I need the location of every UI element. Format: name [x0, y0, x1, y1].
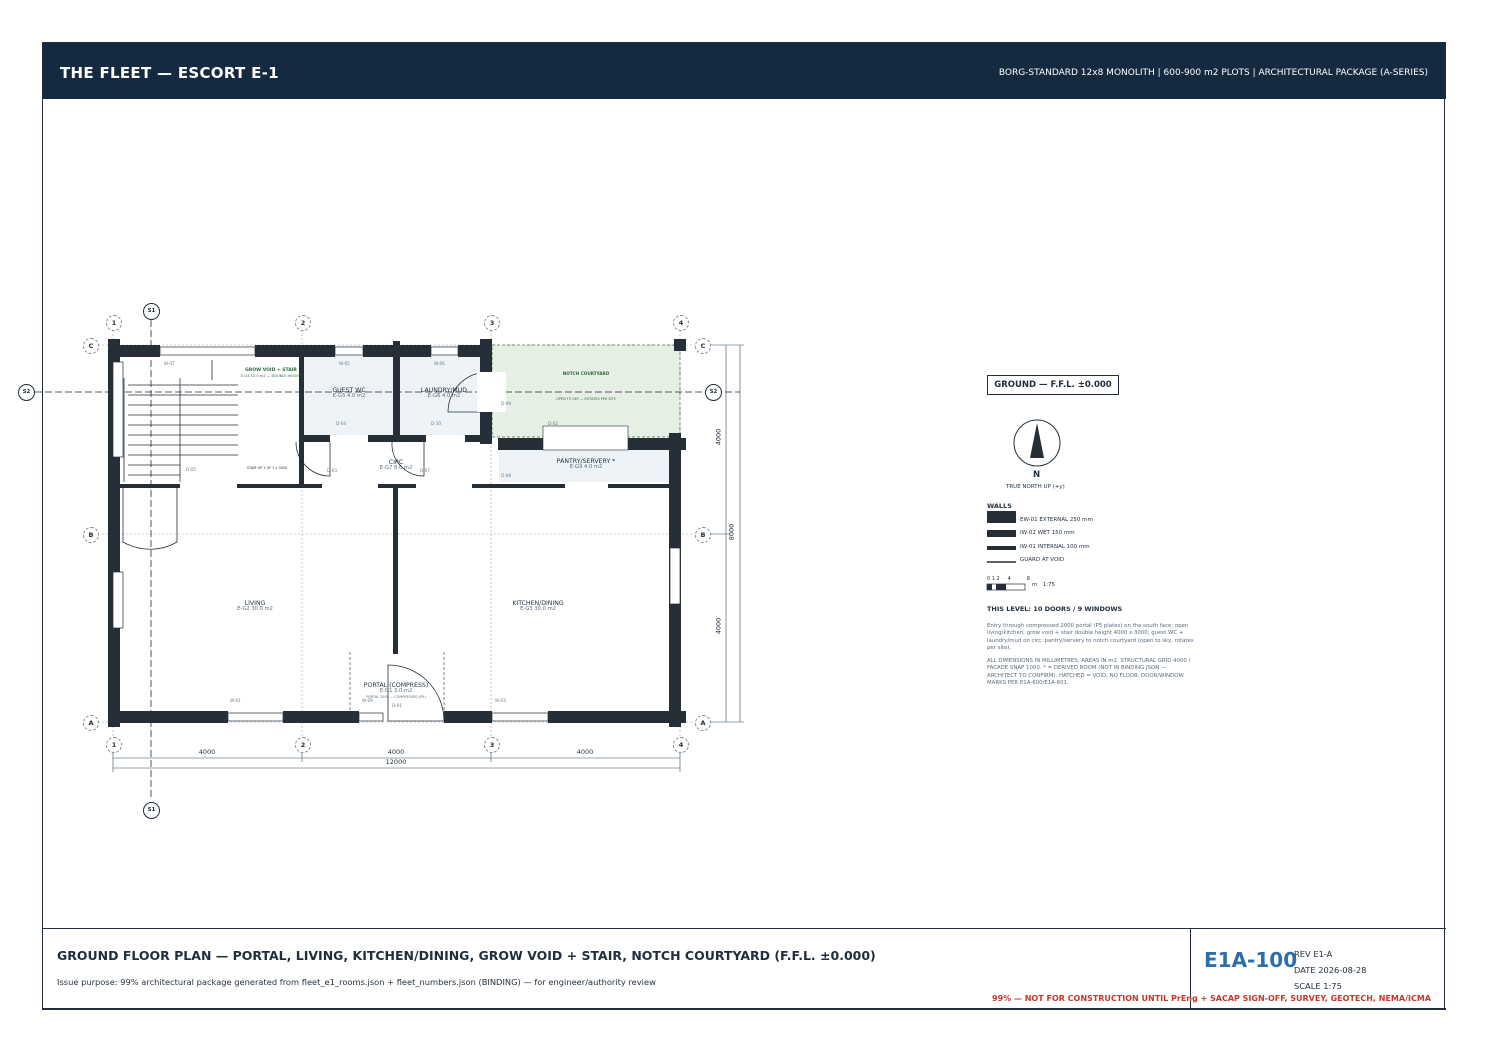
grid-bubble-1-top: 1 [106, 315, 122, 331]
dim-bay-2: 4000 [387, 748, 405, 756]
walls-heading: WALLS [987, 502, 1012, 510]
mark-w05: W-05 [339, 361, 350, 366]
room-label-grow-void: GROW VOID + STAIR [245, 368, 297, 373]
scale-bar-unit: m 1:75 [1032, 582, 1055, 588]
mark-d07: D-07 [420, 468, 431, 473]
north-note: TRUE NORTH UP (+y) [1006, 484, 1065, 490]
general-notes: ALL DIMENSIONS IN MILLIMETRES; AREAS IN m2. STRUCTURAL GRID 4000 / FACADE SNAP 1000. * = DERIVED ROOM (NOT IN BINDING JSON — ARCHITECT TO CONFIRM). HATCHED = VOID, NO FLOOR. DOOR/WINDOW MARKS PER E1A-600/E1A-601. [987, 658, 1191, 686]
portal-note: PORTAL 2000 — COMPRESSED (P5) [366, 695, 426, 699]
wall-legend-guard: GUARD AT VOID [1020, 557, 1065, 563]
courtyard-door-opening [477, 372, 506, 412]
grid-bubble-4-bottom: 4 [673, 737, 689, 753]
mark-d09: D-09 [501, 401, 512, 406]
room-label-pantry: PANTRY/SERVERY * [556, 458, 616, 465]
grid-bubble-B-left: B [83, 527, 99, 543]
stair [124, 360, 238, 482]
scale-bar-ticks: 0 1 2 4 8 [987, 576, 1030, 582]
drawing-scale: SCALE 1:75 [1294, 981, 1342, 991]
grid-bubble-3-top: 3 [484, 315, 500, 331]
room-area-laundry: E-G6 4.0 m2 [427, 393, 461, 399]
grid-bubble-C-right: C [695, 338, 711, 354]
dim-bay-south: 4000 [714, 617, 723, 635]
mark-w06: W-06 [434, 361, 445, 366]
room-label-guest-wc: GUEST WC [332, 387, 366, 394]
dim-bay-3: 4000 [576, 748, 594, 756]
room-label-laundry: LAUNDRY/MUD [420, 387, 468, 394]
courtyard-fill [492, 345, 680, 437]
wall-legend-external: EW-01 EXTERNAL 250 mm [1020, 517, 1093, 523]
level-counts: THIS LEVEL: 10 DOORS / 9 WINDOWS [987, 605, 1123, 613]
project-subtitle: BORG-STANDARD 12x8 MONOLITH | 600-900 m2 PLOTS | ARCHITECTURAL PACKAGE (A-SERIES) [998, 68, 1428, 78]
grid-bubble-A-right: A [695, 715, 711, 731]
mark-d03: D-03 [327, 468, 338, 473]
mark-w01: W-01 [230, 698, 241, 703]
grid-bubble-C-left: C [83, 338, 99, 354]
grid-bubble-A-left: A [83, 715, 99, 731]
mark-d02: D-02 [548, 421, 559, 426]
mark-d01: D-01 [392, 703, 403, 708]
design-note: Entry through compressed 2000 portal (P5 plates) on the south face; open living/kitchen; grow void + stair double height 4000 x 3000; guest WC + laundry/mud on circ; pantry/servery to notch courtyard (open to sky, rotates per site). [987, 623, 1194, 651]
section-marker-s1-top: S1 [143, 303, 160, 320]
grid-bubble-1-bottom: 1 [106, 737, 122, 753]
mark-w03: W-03 [495, 698, 506, 703]
grid-bubble-2-top: 2 [295, 315, 311, 331]
room-area-kitchen: E-G3 30.0 m2 [520, 606, 556, 612]
room-area-living: E-G2 30.0 m2 [237, 606, 273, 612]
grid-bubble-2-bottom: 2 [295, 737, 311, 753]
room-area-circ: E-G7 8.0 m2 [379, 465, 413, 471]
revision: REV E1-A [1294, 949, 1333, 959]
wall-legend-wet: IW-02 WET 150 mm [1020, 530, 1075, 536]
room-label-living: LIVING [244, 600, 266, 607]
mark-d08: D-08 [501, 473, 512, 478]
section-marker-s2-right: S2 [705, 384, 722, 401]
mark-d05: D-05 [186, 467, 197, 472]
stair-note: STAIR UP 1 OF 1 x 3000 [246, 466, 288, 470]
grid-bubble-4-top: 4 [673, 315, 689, 331]
issue-purpose: Issue purpose: 99% architectural package generated from fleet_e1_rooms.json + fleet_numbers.json (BINDING) — for engineer/authority review [57, 977, 656, 987]
mark-d04: D-04 [336, 421, 347, 426]
issue-date: DATE 2026-08-28 [1294, 965, 1367, 975]
wall-legend-internal: IW-01 INTERNAL 100 mm [1020, 544, 1090, 550]
mark-d10: D-10 [431, 421, 442, 426]
courtyard-slider [543, 426, 628, 450]
section-marker-s1-bottom: S1 [143, 802, 160, 819]
room-area-portal: E-G1 3.0 m2 [379, 688, 413, 694]
construction-warning: 99% — NOT FOR CONSTRUCTION UNTIL PrEng + SACAP SIGN-OFF, SURVEY, GEOTECH, NEMA/ICMA [992, 994, 1431, 1003]
project-title: THE FLEET — ESCORT E-1 [60, 64, 279, 82]
section-marker-s2-left: S2 [18, 384, 35, 401]
room-area-grow-void: E-G4 12.0 m2 — DOUBLE HEIGHT [240, 374, 302, 378]
room-label-kitchen: KITCHEN/DINING [512, 600, 564, 607]
grid-bubble-3-bottom: 3 [484, 737, 500, 753]
mark-w09: W-09 [362, 698, 373, 703]
dim-bay-1: 4000 [198, 748, 216, 756]
dim-bay-north: 4000 [714, 428, 723, 446]
north-label: N [1033, 470, 1041, 480]
room-label-courtyard: NOTCH COURTYARD [562, 371, 610, 376]
room-area-guest-wc: E-G5 4.0 m2 [332, 393, 366, 399]
mark-w07: W-07 [164, 361, 175, 366]
sheet-number: E1A-100 [1204, 948, 1298, 972]
room-area-pantry: E-G9 4.0 m2 [569, 464, 603, 470]
dim-overall-depth: 8000 [727, 523, 736, 541]
dim-overall-width: 12000 [385, 758, 407, 766]
room-label-circ: CIRC [388, 459, 404, 466]
sheet-title: GROUND FLOOR PLAN — PORTAL, LIVING, KITCHEN/DINING, GROW VOID + STAIR, NOTCH COURTYARD (F.F.L. ±0.000) [57, 948, 876, 963]
level-label: GROUND — F.F.L. ±0.000 [987, 375, 1119, 395]
room-label-portal: PORTAL (COMPRESS) [363, 682, 429, 689]
room-note-courtyard: OPEN TO SKY — ROTATES PER SITE [556, 397, 616, 401]
grid-bubble-B-right: B [695, 527, 711, 543]
